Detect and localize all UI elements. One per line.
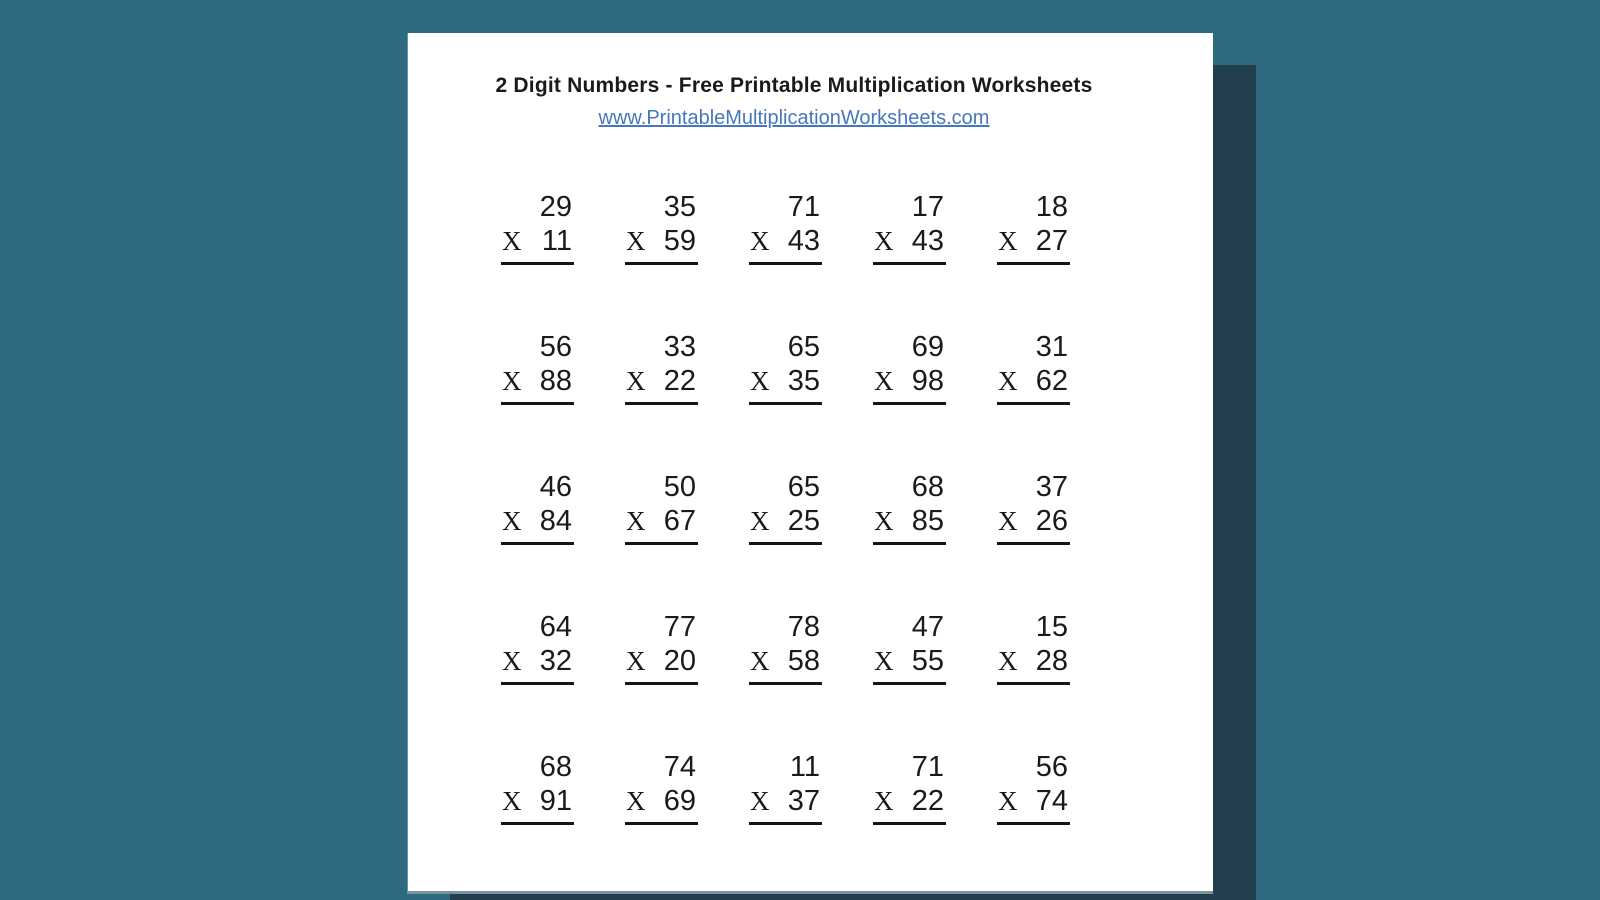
multiplication-problem	[501, 330, 574, 405]
operator-row	[997, 364, 1070, 398]
worksheet-title: 2 Digit Numbers - Free Printable Multiplication Worksheets	[495, 74, 1093, 97]
multiplicand: 47	[911, 611, 944, 643]
multiply-operator: X	[626, 786, 646, 816]
answer-line	[997, 402, 1070, 405]
multiplier: 11	[541, 225, 572, 257]
multiply-operator: X	[750, 226, 770, 256]
multiplier: 22	[911, 785, 944, 817]
operator-row	[625, 224, 698, 258]
multiply-operator: X	[874, 226, 894, 256]
multiplier: 25	[787, 505, 820, 537]
multiplication-problem	[997, 330, 1070, 405]
multiply-operator: X	[626, 506, 646, 536]
worksheet-page	[407, 33, 1213, 894]
multiplication-problem	[501, 750, 574, 825]
operator-row	[749, 644, 822, 678]
multiplier: 85	[911, 505, 944, 537]
multiplication-problem	[749, 190, 822, 265]
multiply-operator: X	[874, 786, 894, 816]
operator-row	[749, 364, 822, 398]
multiplier: 74	[1035, 785, 1068, 817]
operator-row	[501, 504, 574, 538]
multiplicand: 56	[1035, 751, 1068, 783]
answer-line	[873, 682, 946, 685]
answer-line	[501, 822, 574, 825]
multiply-operator: X	[998, 226, 1018, 256]
multiplicand: 68	[911, 471, 944, 503]
multiply-operator: X	[626, 366, 646, 396]
multiplier: 67	[663, 505, 696, 537]
multiply-operator: X	[502, 506, 522, 536]
multiplicand: 18	[1035, 191, 1068, 223]
multiplier: 69	[663, 785, 696, 817]
multiply-operator: X	[502, 366, 522, 396]
operator-row	[749, 504, 822, 538]
multiplier: 28	[1035, 645, 1068, 677]
multiplication-problem	[501, 190, 574, 265]
multiplicand: 69	[911, 331, 944, 363]
multiplication-problem	[501, 610, 574, 685]
multiplier: 59	[663, 225, 696, 257]
multiplier: 62	[1035, 365, 1068, 397]
multiply-operator: X	[626, 226, 646, 256]
multiplicand: 46	[539, 471, 572, 503]
answer-line	[749, 402, 822, 405]
website-link[interactable]: www.PrintableMultiplicationWorksheets.com	[598, 107, 990, 129]
multiply-operator: X	[874, 506, 894, 536]
multiplicand: 65	[787, 331, 820, 363]
operator-row	[749, 784, 822, 818]
multiplication-problem	[873, 330, 946, 405]
multiplication-problem	[501, 470, 574, 545]
multiplier: 91	[539, 785, 572, 817]
multiplication-problem	[873, 750, 946, 825]
answer-line	[873, 822, 946, 825]
multiplication-problem	[625, 190, 698, 265]
multiplier: 98	[911, 365, 944, 397]
multiplication-problem	[625, 330, 698, 405]
multiply-operator: X	[750, 646, 770, 676]
operator-row	[625, 784, 698, 818]
operator-row	[997, 784, 1070, 818]
link-row	[408, 104, 1180, 132]
multiplicand: 17	[911, 191, 944, 223]
multiplier: 43	[911, 225, 944, 257]
multiplier: 26	[1035, 505, 1068, 537]
multiplicand: 71	[787, 191, 820, 223]
multiplicand: 29	[539, 191, 572, 223]
multiplier: 35	[787, 365, 820, 397]
worksheet-header	[408, 71, 1180, 132]
multiplication-problem	[625, 470, 698, 545]
operator-row	[873, 644, 946, 678]
operator-row	[749, 224, 822, 258]
answer-line	[625, 682, 698, 685]
multiplicand: 64	[539, 611, 572, 643]
answer-line	[997, 542, 1070, 545]
operator-row	[501, 644, 574, 678]
multiplicand: 65	[787, 471, 820, 503]
multiply-operator: X	[750, 506, 770, 536]
operator-row	[501, 784, 574, 818]
operator-row	[625, 364, 698, 398]
multiplicand: 77	[663, 611, 696, 643]
operator-row	[873, 784, 946, 818]
multiply-operator: X	[750, 786, 770, 816]
multiply-operator: X	[874, 646, 894, 676]
multiply-operator: X	[502, 226, 522, 256]
answer-line	[625, 262, 698, 265]
multiplication-problem	[997, 750, 1070, 825]
multiply-operator: X	[502, 786, 522, 816]
multiplier: 43	[787, 225, 820, 257]
multiply-operator: X	[998, 646, 1018, 676]
answer-line	[501, 682, 574, 685]
multiplier: 22	[663, 365, 696, 397]
multiplier: 32	[539, 645, 572, 677]
multiply-operator: X	[502, 646, 522, 676]
multiplicand: 37	[1035, 471, 1068, 503]
multiplier: 37	[787, 785, 820, 817]
answer-line	[501, 262, 574, 265]
multiplier: 55	[911, 645, 944, 677]
multiplier: 20	[663, 645, 696, 677]
answer-line	[749, 542, 822, 545]
multiplication-problem	[749, 610, 822, 685]
multiplication-problem	[749, 470, 822, 545]
multiplicand: 74	[663, 751, 696, 783]
multiplicand: 71	[911, 751, 944, 783]
multiplicand: 50	[663, 471, 696, 503]
multiplication-problem	[873, 190, 946, 265]
multiply-operator: X	[874, 366, 894, 396]
answer-line	[873, 542, 946, 545]
operator-row	[625, 504, 698, 538]
multiplicand: 68	[539, 751, 572, 783]
multiplier: 58	[787, 645, 820, 677]
answer-line	[997, 822, 1070, 825]
answer-line	[749, 822, 822, 825]
multiplication-problem	[625, 750, 698, 825]
operator-row	[501, 364, 574, 398]
multiply-operator: X	[750, 366, 770, 396]
multiplicand: 15	[1035, 611, 1068, 643]
operator-row	[501, 224, 574, 258]
multiplicand: 11	[789, 751, 820, 783]
multiplicand: 33	[663, 331, 696, 363]
multiplicand: 31	[1035, 331, 1068, 363]
multiply-operator: X	[998, 786, 1018, 816]
operator-row	[997, 644, 1070, 678]
multiplication-problem	[873, 610, 946, 685]
multiplier: 84	[539, 505, 572, 537]
answer-line	[625, 822, 698, 825]
answer-line	[625, 542, 698, 545]
multiplicand: 78	[787, 611, 820, 643]
multiplication-problem	[625, 610, 698, 685]
multiply-operator: X	[998, 366, 1018, 396]
multiply-operator: X	[998, 506, 1018, 536]
answer-line	[873, 402, 946, 405]
multiplicand: 56	[539, 331, 572, 363]
answer-line	[997, 262, 1070, 265]
problems-grid	[501, 190, 1070, 825]
answer-line	[997, 682, 1070, 685]
answer-line	[501, 542, 574, 545]
answer-line	[749, 682, 822, 685]
multiplication-problem	[749, 330, 822, 405]
operator-row	[873, 504, 946, 538]
multiply-operator: X	[626, 646, 646, 676]
multiplicand: 35	[663, 191, 696, 223]
multiplication-problem	[873, 470, 946, 545]
operator-row	[873, 224, 946, 258]
multiplier: 88	[539, 365, 572, 397]
multiplication-problem	[997, 610, 1070, 685]
operator-row	[873, 364, 946, 398]
multiplication-problem	[749, 750, 822, 825]
answer-line	[501, 402, 574, 405]
multiplier: 27	[1035, 225, 1068, 257]
answer-line	[873, 262, 946, 265]
multiplication-problem	[997, 470, 1070, 545]
operator-row	[997, 224, 1070, 258]
answer-line	[749, 262, 822, 265]
answer-line	[625, 402, 698, 405]
multiplication-problem	[997, 190, 1070, 265]
operator-row	[625, 644, 698, 678]
operator-row	[997, 504, 1070, 538]
